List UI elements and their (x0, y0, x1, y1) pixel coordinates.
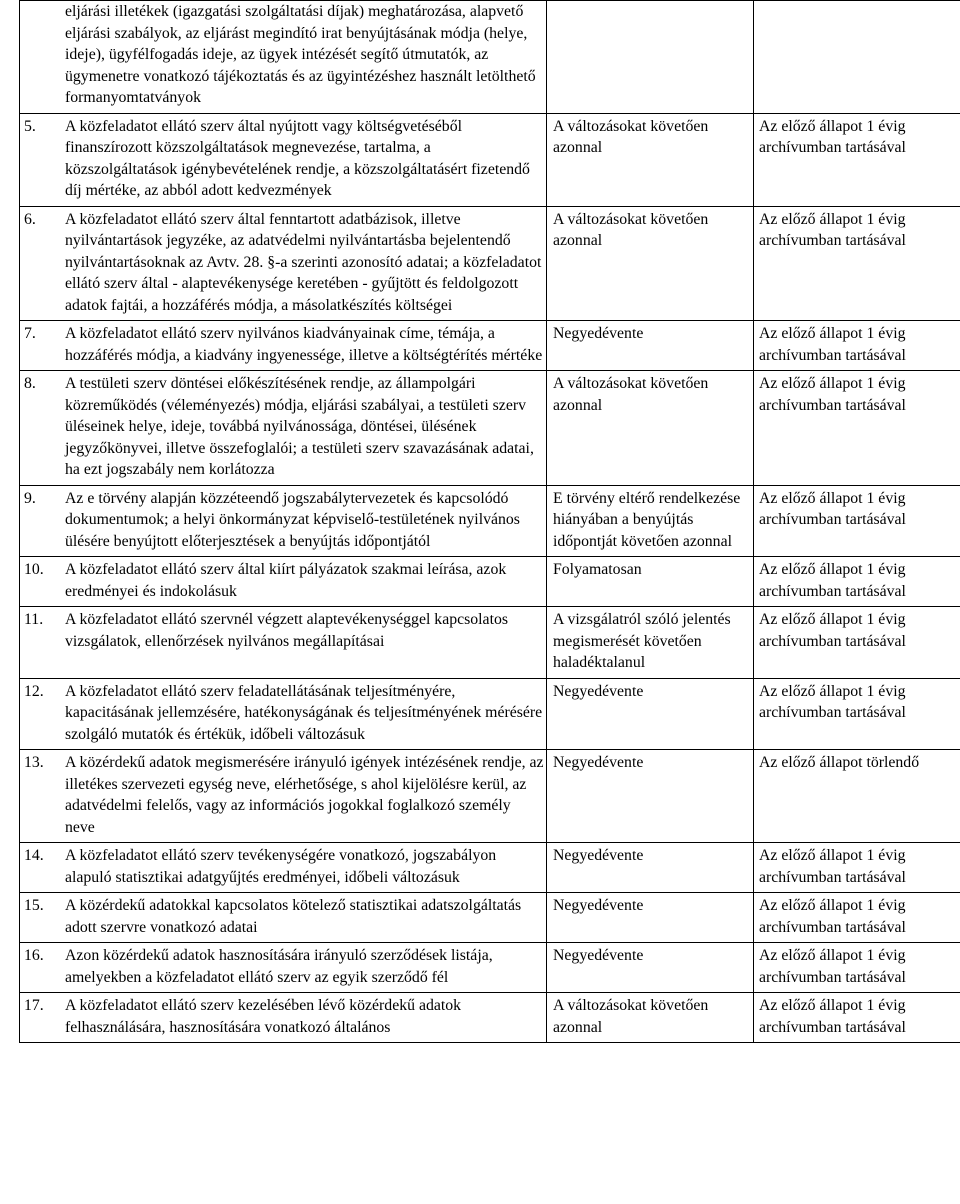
update-frequency: Negyedévente (553, 682, 644, 700)
update-frequency-cell (547, 750, 754, 843)
row-description: A közérdekű adatokkal kapcsolatos kötelező statisztikai adatszolgáltatás adott szervre vonatkozó adatai (65, 897, 522, 936)
description-cell (20, 113, 547, 206)
retention-rule: Az előző állapot 1 évig archívumban tartásával (759, 561, 906, 600)
table-body (20, 1, 960, 1043)
description-cell (20, 607, 547, 679)
row-item (24, 116, 544, 202)
intro-retention-cell (754, 1, 960, 114)
intro-item (24, 1, 544, 109)
table-row (20, 206, 960, 321)
update-frequency-cell (547, 485, 754, 557)
update-frequency-cell (547, 678, 754, 750)
retention-rule: Az előző állapot 1 évig archívumban tartásával (759, 847, 906, 886)
table-row (20, 607, 960, 679)
retention-cell (754, 607, 960, 679)
retention-rule: Az előző állapot 1 évig archívumban tartásával (759, 325, 906, 364)
row-description: A testületi szerv döntései előkészítésének rendje, az állampolgári közreműködés (véleményezés) módja, eljárási szabályai, a testületi szerv üléseinek helye, ideje, továbbá nyilvánossága, döntései, ülésének jegyzőkönyvei, illetve összefoglalói; a testületi szerv szavazásának adatai, ha ezt jogszabály nem korlátozza (65, 375, 534, 478)
row-item (24, 559, 544, 602)
row-number: 9. (24, 489, 36, 507)
update-frequency: Negyedévente (553, 325, 644, 342)
description-cell (20, 557, 547, 607)
row-item (24, 995, 544, 1038)
row-item (24, 681, 544, 746)
row-number: 15. (24, 897, 44, 914)
retention-cell (754, 993, 960, 1043)
row-item (24, 609, 544, 652)
retention-cell (754, 678, 960, 750)
document-page (19, 0, 960, 1043)
retention-rule: Az előző állapot 1 évig archívumban tartásával (759, 997, 906, 1036)
retention-cell (754, 843, 960, 893)
row-number: 12. (24, 682, 44, 700)
row-item (24, 945, 544, 988)
retention-rule: Az előző állapot 1 évig archívumban tartásával (759, 117, 906, 156)
row-description: A közfeladatot ellátó szervnél végzett alaptevékenységgel kapcsolatos vizsgálatok, ellenőrzések nyilvános megállapításai (65, 611, 509, 650)
row-number: 16. (24, 947, 44, 964)
description-cell (20, 893, 547, 943)
row-description: Az e törvény alapján közzéteendő jogszabálytervezetek és kapcsolódó dokumentumok; a helyi önkormányzat képviselő-testületének nyilvános ülésére benyújtott előterjesztések a benyújtás időpontjától (65, 489, 520, 550)
update-frequency-cell (547, 371, 754, 486)
description-cell (20, 678, 547, 750)
intro-text: eljárási illetékek (igazgatási szolgáltatási díjak) meghatározása, alapvető eljárási szabályok, az eljárást megindító irat benyújtásának módja (helye, ideje), ügyfélfogadás ideje, az ügyek intézését segítő útmutatók, az ügymenetre vonatkozó tájékoztatás és az ügyintézéshez használt letölthető formanyomtatványok (65, 3, 536, 106)
row-number: 14. (24, 847, 44, 864)
update-frequency: A változásokat követően azonnal (553, 117, 709, 156)
update-frequency-cell (547, 607, 754, 679)
row-number: 6. (24, 210, 36, 228)
update-frequency-cell (547, 321, 754, 371)
table-row (20, 843, 960, 893)
update-frequency-cell (547, 943, 754, 993)
row-description: A közfeladatot ellátó szerv feladatellátásának teljesítményére, kapacitásának jellemzésére, hatékonyságának és teljesítményének mérésére szolgáló mutatók és értékük, időbeli változásuk (65, 682, 543, 743)
intro-update-cell (547, 1, 754, 114)
row-description: A közfeladatot ellátó szerv által fenntartott adatbázisok, illetve nyilvántartások jegyzéke, az adatvédelmi nyilvántartásba bejelentendő nyilvántartásoknak az Avtv. 28. §-a szerinti azonosító adatai; a közfeladatot ellátó szerv által - alaptevékenysége keretében - gyűjtött és feldolgozott adatok fajtái, a hozzáférés módja, a másolatkészítés költségei (65, 210, 542, 314)
row-number: 7. (24, 325, 36, 342)
disclosure-table (19, 0, 960, 1043)
row-number: 8. (24, 375, 36, 392)
update-frequency-cell (547, 206, 754, 321)
row-item (24, 209, 544, 317)
update-frequency-cell (547, 113, 754, 206)
update-frequency: Negyedévente (553, 754, 644, 771)
row-description: A közérdekű adatok megismerésére irányuló igények intézésének rendje, az illetékes szervezeti egység neve, elérhetősége, s ahol kijelölésre kerül, az adatvédelmi felelős, vagy az információs jogokkal foglalkozó személy neve (65, 754, 544, 836)
description-cell (20, 206, 547, 321)
table-row (20, 893, 960, 943)
row-item (24, 373, 544, 481)
row-item (24, 323, 544, 366)
row-item (24, 752, 544, 838)
row-description: Azon közérdekű adatok hasznosítására irányuló szerződések listája, amelyekben a közfeladatot ellátó szerv az egyik szerződő fél (65, 947, 493, 986)
row-item (24, 845, 544, 888)
table-row (20, 321, 960, 371)
table-row (20, 113, 960, 206)
update-frequency: Folyamatosan (553, 561, 642, 578)
description-cell (20, 371, 547, 486)
table-row (20, 557, 960, 607)
retention-rule: Az előző állapot 1 évig archívumban tartásával (759, 682, 906, 721)
update-frequency-cell (547, 557, 754, 607)
update-frequency-cell (547, 843, 754, 893)
description-cell (20, 321, 547, 371)
retention-cell (754, 206, 960, 321)
retention-rule: Az előző állapot 1 évig archívumban tartásával (759, 611, 906, 650)
row-number: 11. (24, 611, 44, 628)
table-row (20, 485, 960, 557)
retention-rule: Az előző állapot 1 évig archívumban tartásával (759, 375, 906, 414)
row-description: A közfeladatot ellátó szerv által kiírt pályázatok szakmai leírása, azok eredményei és indokolásuk (65, 561, 507, 600)
row-number: 13. (24, 754, 44, 771)
update-frequency: Negyedévente (553, 847, 644, 864)
description-cell (20, 993, 547, 1043)
row-description: A közfeladatot ellátó szerv által nyújtott vagy költségvetéséből finanszírozott közszolgáltatások megnevezése, tartalma, a közszolgáltatások igénybevételének rendje, a közszolgáltatásért fizetendő díj mértéke, az abból adott kedvezmények (65, 117, 530, 199)
row-number: 5. (24, 117, 36, 135)
retention-rule: Az előző állapot törlendő (759, 754, 920, 771)
retention-rule: Az előző állapot 1 évig archívumban tartásával (759, 489, 906, 528)
retention-cell (754, 113, 960, 206)
update-frequency: Negyedévente (553, 897, 644, 914)
retention-rule: Az előző állapot 1 évig archívumban tartásával (759, 947, 906, 986)
retention-cell (754, 321, 960, 371)
intro-description-cell (20, 1, 547, 114)
row-description: A közfeladatot ellátó szerv tevékenységére vonatkozó, jogszabályon alapuló statisztikai adatgyűjtés eredményei, időbeli változásuk (65, 847, 497, 886)
retention-cell (754, 485, 960, 557)
retention-cell (754, 750, 960, 843)
retention-cell (754, 557, 960, 607)
row-description: A közfeladatot ellátó szerv kezelésében lévő közérdekű adatok felhasználására, hasznosítására vonatkozó általános (65, 997, 462, 1036)
description-cell (20, 843, 547, 893)
description-cell (20, 943, 547, 993)
row-description: A közfeladatot ellátó szerv nyilvános kiadványainak címe, témája, a hozzáférés módja, a kiadvány ingyenessége, illetve a költségtérítés mértéke (65, 325, 543, 364)
description-cell (20, 750, 547, 843)
table-row (20, 993, 960, 1043)
row-item (24, 488, 544, 553)
update-frequency-cell (547, 993, 754, 1043)
update-frequency: A változásokat követően azonnal (553, 375, 709, 414)
description-cell (20, 485, 547, 557)
table-row (20, 943, 960, 993)
table-row (20, 678, 960, 750)
table-row-intro (20, 1, 960, 114)
row-item (24, 895, 544, 938)
update-frequency: E törvény eltérő rendelkezése hiányában a benyújtás időpontját követően azonnal (553, 489, 741, 550)
update-frequency: A vizsgálatról szóló jelentés megismerését követően haladéktalanul (553, 611, 731, 671)
update-frequency: A változásokat követően azonnal (553, 210, 709, 249)
retention-cell (754, 371, 960, 486)
row-number: 17. (24, 997, 44, 1014)
retention-rule: Az előző állapot 1 évig archívumban tartásával (759, 210, 906, 249)
update-frequency-cell (547, 893, 754, 943)
retention-rule: Az előző állapot 1 évig archívumban tartásával (759, 897, 906, 936)
table-row (20, 750, 960, 843)
retention-cell (754, 893, 960, 943)
update-frequency: Negyedévente (553, 947, 644, 964)
update-frequency: A változásokat követően azonnal (553, 997, 709, 1036)
row-number: 10. (24, 561, 44, 578)
table-row (20, 371, 960, 486)
retention-cell (754, 943, 960, 993)
